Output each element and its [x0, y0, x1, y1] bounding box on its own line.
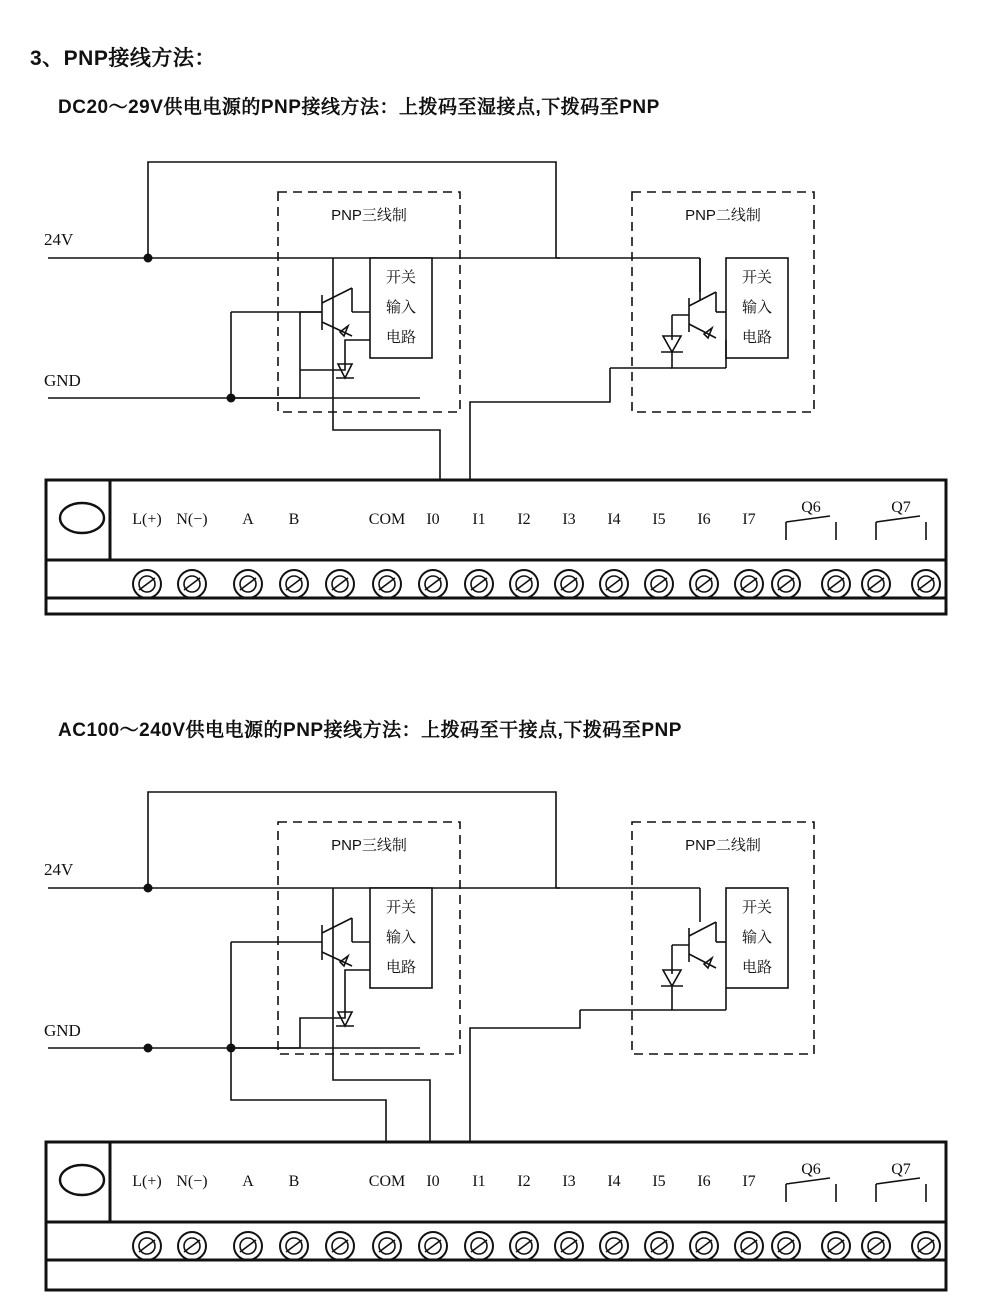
mounting-hole-icon: [60, 503, 104, 533]
terminal-label-b: B: [288, 1173, 300, 1190]
box-line-2-ac-3w: 输入: [385, 929, 417, 946]
terminal-label-l: L(+): [132, 511, 162, 528]
box-line-1-dc-2w: 开关: [741, 269, 773, 286]
label-gnd-dc: GND: [44, 371, 81, 390]
terminal-label-i6: I6: [697, 511, 711, 528]
box-line-3-dc-2w: 电路: [741, 329, 773, 346]
terminal-label-i4: I4: [607, 511, 621, 528]
terminal-label-i3: I3: [562, 1173, 576, 1190]
label-24v-dc: 24V: [44, 230, 74, 249]
terminal-label-q6: Q6: [801, 1161, 821, 1178]
terminal-label-i2: I2: [517, 511, 531, 528]
wiring-diagram-ac: [0, 770, 990, 1298]
terminal-label-l: L(+): [132, 1173, 162, 1190]
box-line-3-ac-2w: 电路: [741, 959, 773, 976]
terminal-label-q6: Q6: [801, 499, 821, 516]
terminal-label-n: N(−): [176, 1173, 208, 1190]
terminal-label-i7: I7: [742, 511, 756, 528]
terminal-label-q7: Q7: [891, 1161, 911, 1178]
terminal-label-i2: I2: [517, 1173, 531, 1190]
terminal-label-i5: I5: [652, 1173, 666, 1190]
terminal-label-n: N(−): [176, 511, 208, 528]
terminal-label-i5: I5: [652, 511, 666, 528]
box-line-1-dc-3w: 开关: [385, 269, 417, 286]
page-title: 3、PNP接线方法：: [30, 47, 216, 70]
label-pnp-three-wire-dc: PNP三线制: [331, 207, 407, 224]
box-line-3-dc-3w: 电路: [385, 329, 417, 346]
terminal-label-a: A: [242, 1173, 254, 1190]
box-line-2-dc-3w: 输入: [385, 299, 417, 316]
terminal-label-com: COM: [368, 511, 406, 528]
subtitle-ac-wiring: AC100～240V供电电源的PNP接线方法：上拨码至干接点,下拨码至PNP: [58, 720, 682, 741]
terminal-label-i6: I6: [697, 1173, 711, 1190]
box-line-1-ac-2w: 开关: [741, 899, 773, 916]
box-line-2-ac-2w: 输入: [741, 929, 773, 946]
box-line-2-dc-2w: 输入: [741, 299, 773, 316]
mounting-hole-icon: [60, 1165, 104, 1195]
terminal-label-i4: I4: [607, 1173, 621, 1190]
subtitle-dc-wiring: DC20～29V供电电源的PNP接线方法：上拨码至湿接点,下拨码至PNP: [58, 97, 660, 118]
terminal-label-i0: I0: [426, 1173, 440, 1190]
label-pnp-three-wire-ac: PNP三线制: [331, 837, 407, 854]
terminal-label-i1: I1: [472, 1173, 486, 1190]
terminal-label-com: COM: [368, 1173, 406, 1190]
label-pnp-two-wire-ac: PNP二线制: [685, 837, 761, 854]
terminal-label-i7: I7: [742, 1173, 756, 1190]
label-gnd-ac: GND: [44, 1021, 81, 1040]
terminal-label-i0: I0: [426, 511, 440, 528]
box-line-1-ac-3w: 开关: [385, 899, 417, 916]
terminal-label-a: A: [242, 511, 254, 528]
wiring-diagram-dc: [0, 140, 990, 640]
label-pnp-two-wire-dc: PNP二线制: [685, 207, 761, 224]
terminal-label-i3: I3: [562, 511, 576, 528]
terminal-label-i1: I1: [472, 511, 486, 528]
terminal-label-q7: Q7: [891, 499, 911, 516]
box-line-3-ac-3w: 电路: [385, 959, 417, 976]
terminal-label-b: B: [288, 511, 300, 528]
label-24v-ac: 24V: [44, 860, 74, 879]
